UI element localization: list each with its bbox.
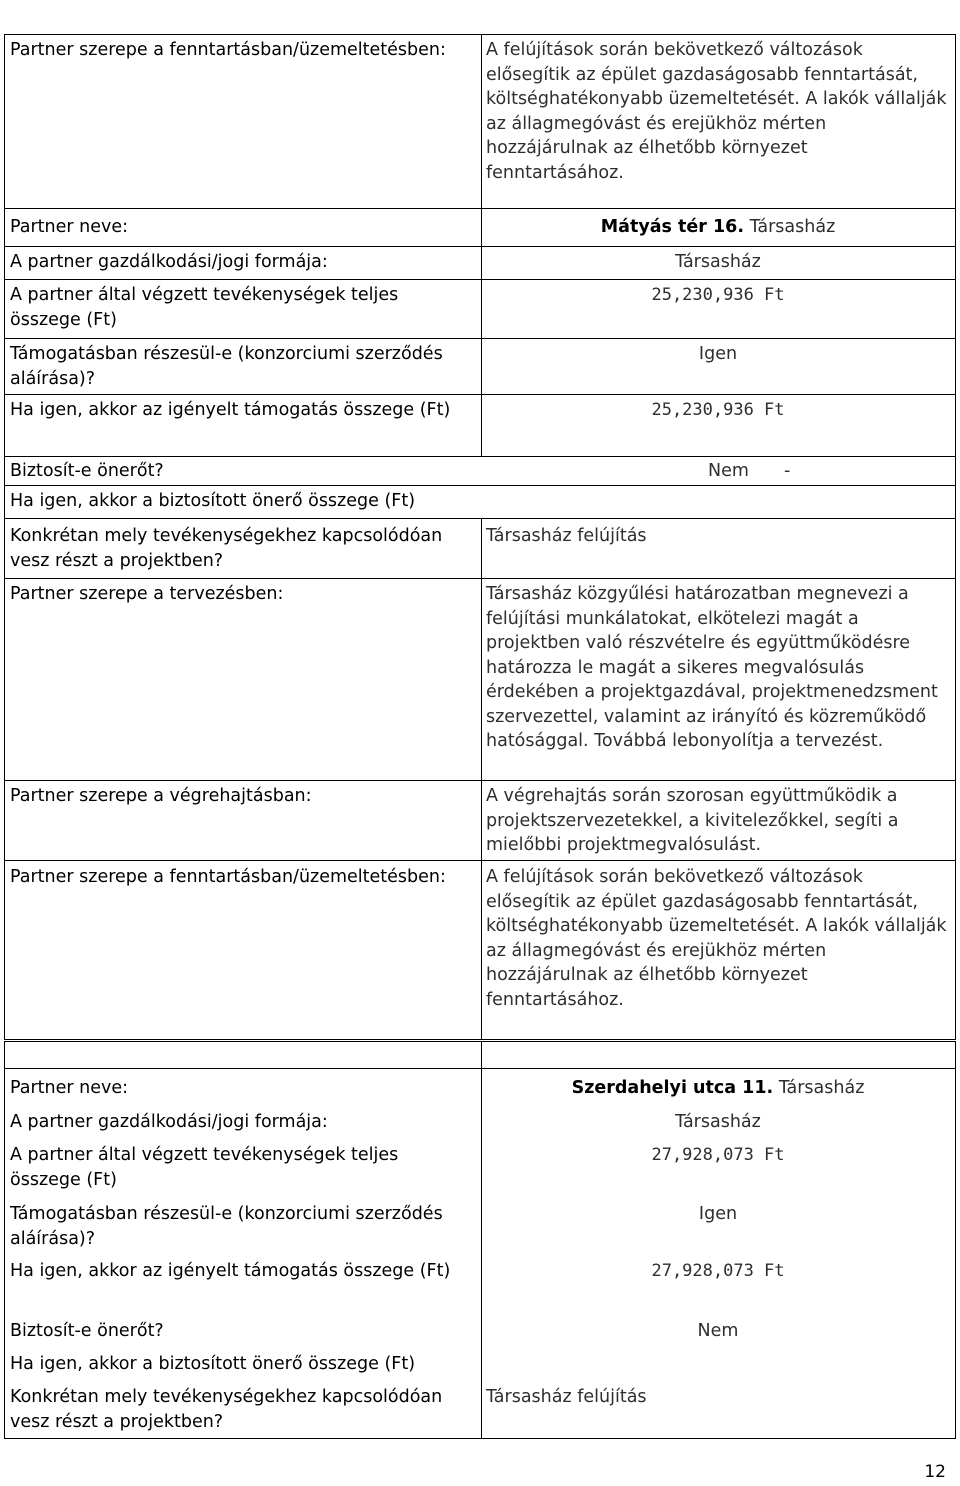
partner-name-bold: Mátyás tér 16. [600,217,745,237]
partner-name-label-2: Partner neve: [10,1078,129,1098]
own-contribution-value: Nem [708,461,749,481]
activity-label-2: Konkrétan mely tevékenységekhez kapcsolódóan vesz részt a projektben? [10,1387,443,1432]
own-contribution-label: Biztosít-e önerőt? [10,461,164,481]
table-1-column-divider-bottom [481,518,482,1040]
maintenance-role-text-2: A felújítások során bekövetkező változások elősegítik az épület gazdaságosabb fenntartását, költséghatékonyabb üzemeltetését. A lakók vállalják az állagmegóvást és erejükhöz mérten hozzájárulnak az élhetőbb környezet fenntartásához. [486,867,947,1010]
partner-name-label: Partner neve: [10,217,129,237]
own-contribution-dash: - [784,461,791,481]
legal-form-label: A partner gazdálkodási/jogi formája: [10,252,328,272]
table-1-divider [4,518,956,519]
table-1-divider [4,279,956,280]
table-1-divider [4,860,956,861]
table-1-divider [4,246,956,247]
total-amount-value: 25,230,936 Ft [651,285,785,305]
table-1-divider [4,780,956,781]
requested-amount-label: Ha igen, akkor az igényelt támogatás összege (Ft) [10,400,451,420]
activity-value-2: Társasház felújítás [486,1387,647,1407]
requested-amount-label-2: Ha igen, akkor az igényelt támogatás összege (Ft) [10,1261,451,1281]
own-contribution-value-2: Nem [697,1321,739,1341]
support-label-2: Támogatásban részesül-e (konzorciumi szerződés aláírása)? [10,1204,443,1249]
own-amount-label-2: Ha igen, akkor a biztosított önerő összege (Ft) [10,1354,416,1374]
maintenance-role-label-2: Partner szerepe a fenntartásban/üzemeltetésben: [10,867,446,887]
table-1-column-divider-top [481,34,482,456]
activity-value: Társasház felújítás [486,526,647,546]
table-1-divider [4,338,956,339]
table-1-divider [4,578,956,579]
requested-amount-value: 25,230,936 Ft [651,400,785,420]
own-amount-label: Ha igen, akkor a biztosított önerő összege (Ft) [10,491,416,511]
execution-role-label: Partner szerepe a végrehajtásban: [10,786,312,806]
maintenance-role-text: A felújítások során bekövetkező változások elősegítik az épület gazdaságosabb fenntartását, költséghatékonyabb üzemeltetését. A lakók vállalják az állagmegóvást és erejükhöz mérten hozzájárulnak az élhetőbb környezet fenntartásához. [486,40,947,183]
support-value: Igen [698,344,738,364]
total-amount-label: A partner által végzett tevékenységek teljes összege (Ft) [10,285,399,330]
table-2-divider [4,1068,956,1069]
own-contribution-label-2: Biztosít-e önerőt? [10,1321,164,1341]
design-role-label: Partner szerepe a tervezésben: [10,584,284,604]
table-1-divider [4,394,956,395]
legal-form-value: Társasház [675,252,761,272]
support-value-2: Igen [698,1204,738,1224]
legal-form-value-2: Társasház [675,1112,761,1132]
design-role-text: Társasház közgyűlési határozatban megnevezi a felújítási munkálatokat, elkötelezi magát a projektben való részvételre és együttműködésre határozza le magát a sikeres megvalósulás érdekében a projektgazdával, projektmenedzsment szervezettel, valamint az irányító és közreműködő hatósággal. Továbbá lebonyolítja a tervezést. [486,584,938,751]
partner-name-value-2 [486,1076,950,1101]
support-label: Támogatásban részesül-e (konzorciumi szerződés aláírása)? [10,344,443,389]
table-1-divider [4,485,956,486]
partner-name-value [486,215,950,240]
requested-amount-value-2: 27,928,073 Ft [651,1261,785,1281]
execution-role-text: A végrehajtás során szorosan együttműködik a projektszervezetekkel, a kivitelezőkkel, segíti a mielőbbi projektmegvalósulást. [486,786,899,855]
partner-name-rest-2: Társasház [773,1078,865,1098]
partner-name-bold-2: Szerdahelyi utca 11. [571,1078,774,1098]
table-1-divider [4,456,956,457]
total-amount-label-2: A partner által végzett tevékenységek teljes összege (Ft) [10,1145,399,1190]
table-1-divider [4,208,956,209]
activity-label: Konkrétan mely tevékenységekhez kapcsolódóan vesz részt a projektben? [10,526,443,571]
table-2-column-divider [481,1041,482,1439]
partner-name-rest: Társasház [744,217,836,237]
maintenance-role-label: Partner szerepe a fenntartásban/üzemeltetésben: [10,40,446,60]
total-amount-value-2: 27,928,073 Ft [651,1145,785,1165]
page-number: 12 [924,1462,946,1482]
legal-form-label-2: A partner gazdálkodási/jogi formája: [10,1112,328,1132]
